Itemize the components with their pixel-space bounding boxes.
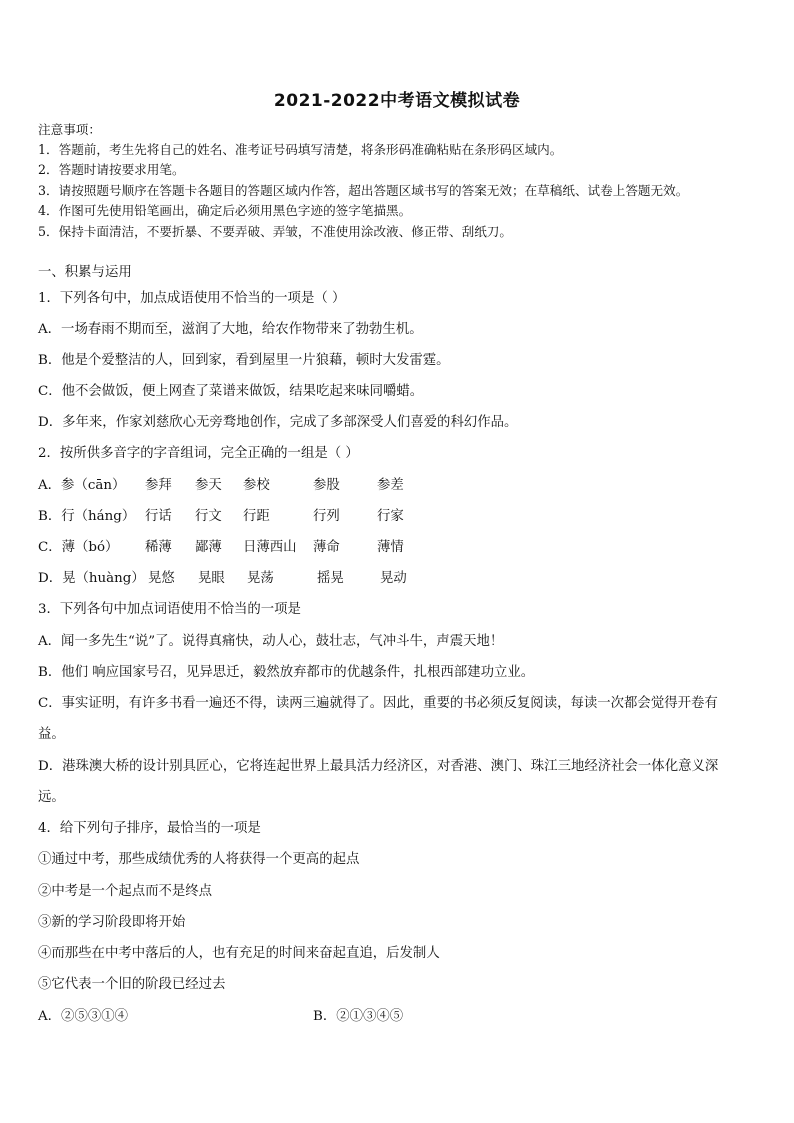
q4-stem: 4．给下列句子排序，最恰当的一项是 [38,821,261,836]
q2-stem: 2．按所供多音字的字音组词，完全正确的一组是（ ） [38,446,359,461]
q2-word: 晃眼 [198,571,225,586]
exam-title: 2021-2022中考语文模拟试卷 [273,91,521,111]
q2-word: 参校 [243,478,270,493]
notice-item-2: 2．答题时请按要求用笔。 [38,162,185,177]
q1-option-d: D．多年来，作家刘慈欣心无旁骛地创作，完成了多部深受人们喜爱的科幻作品。 [38,415,518,430]
q2-word: 行文 [195,509,222,524]
q2-word: 鄙薄 [195,540,222,555]
q2-row-label: D．晃（huàng） [38,571,145,586]
q2-row-label: A．参（cān） [38,478,126,493]
q1-option-c: C．他不会做饭，便上网查了菜谱来做饭，结果吃起来味同嚼蜡。 [38,384,424,399]
q2-row-label: B．行（háng） [38,509,136,524]
q3-option-b: B．他们 响应国家号召，见异思迁，毅然放弃都市的优越条件，扎根西部建功立业。 [38,665,535,680]
q2-word: 行家 [377,509,404,524]
q4-sentence-3: ③新的学习阶段即将开始 [38,915,186,930]
q4-option-b: B．②①③④⑤ [313,1009,404,1024]
q1-stem: 1．下列各句中，加点成语使用不恰当的一项是（ ） [38,291,346,306]
q2-word: 摇晃 [317,571,344,586]
q2-row-label: C．薄（bó） [38,540,119,555]
q3-option-d-line1: D．港珠澳大桥的设计别具匠心，它将连起世界上最具活力经济区，对香港、澳门、珠江三地经济社会一体化意义深 [38,759,719,774]
q2-word: 薄命 [313,540,340,555]
q2-word: 参股 [313,478,340,493]
notice-item-5: 5．保持卡面清洁，不要折暴、不要弄破、弄皱，不准使用涂改液、修正带、刮纸刀。 [38,224,512,239]
q4-sentence-5: ⑤它代表一个旧的阶段已经过去 [38,977,226,992]
q2-word: 晃荡 [247,571,274,586]
notice-item-4: 4．作图可先使用铅笔画出，确定后必须用黑色字迹的签字笔描黑。 [38,203,412,218]
q2-word: 参差 [377,478,404,493]
q2-word: 日薄西山 [243,540,297,555]
q3-stem: 3．下列各句中加点词语使用不恰当的一项是 [38,602,301,617]
q4-sentence-4: ④而那些在中考中落后的人，也有充足的时间来奋起直追，后发制人 [38,946,440,961]
q4-sentence-1: ①通过中考，那些成绩优秀的人将获得一个更高的起点 [38,852,360,867]
q2-word: 参天 [195,478,222,493]
q2-word: 晃动 [380,571,407,586]
q3-option-d-line2: 远。 [38,790,65,805]
q2-word: 行距 [243,509,270,524]
section-heading: 一、积累与运用 [38,265,132,280]
q2-word: 稀薄 [145,540,172,555]
q2-word: 行话 [145,509,172,524]
q1-option-b: B．他是个爱整洁的人，回到家，看到屋里一片狼藉，顿时大发雷霆。 [38,353,450,368]
q2-word: 行列 [313,509,340,524]
notice-item-1: 1．答题前，考生先将自己的姓名、准考证号码填写清楚，将条形码准确粘贴在条形码区域内。 [38,142,563,157]
q3-option-c-line2: 益。 [38,727,65,742]
q4-sentence-2: ②中考是一个起点而不是终点 [38,884,213,899]
notice-item-3: 3．请按照题号顺序在答题卡各题目的答题区域内作答，超出答题区域书写的答案无效；在草稿纸、试卷上答题无效。 [38,183,689,198]
q1-option-a: A．一场春雨不期而至，滋润了大地，给农作物带来了勃勃生机。 [38,322,423,337]
q2-word: 参拜 [145,478,172,493]
q3-option-c-line1: C．事实证明，有许多书看一遍还不得，读两三遍就得了。因此，重要的书必须反复阅读，每读一次都会觉得开卷有 [38,696,718,711]
notice-heading: 注意事项： [38,122,101,137]
q2-word: 薄情 [377,540,404,555]
q4-option-a: A．②⑤③①④ [38,1009,129,1024]
q3-option-a: A．闻一多先生“说”了。说得真痛快，动人心，鼓壮志，气冲斗牛，声震天地！ [38,634,504,649]
q2-word: 晃悠 [148,571,175,586]
